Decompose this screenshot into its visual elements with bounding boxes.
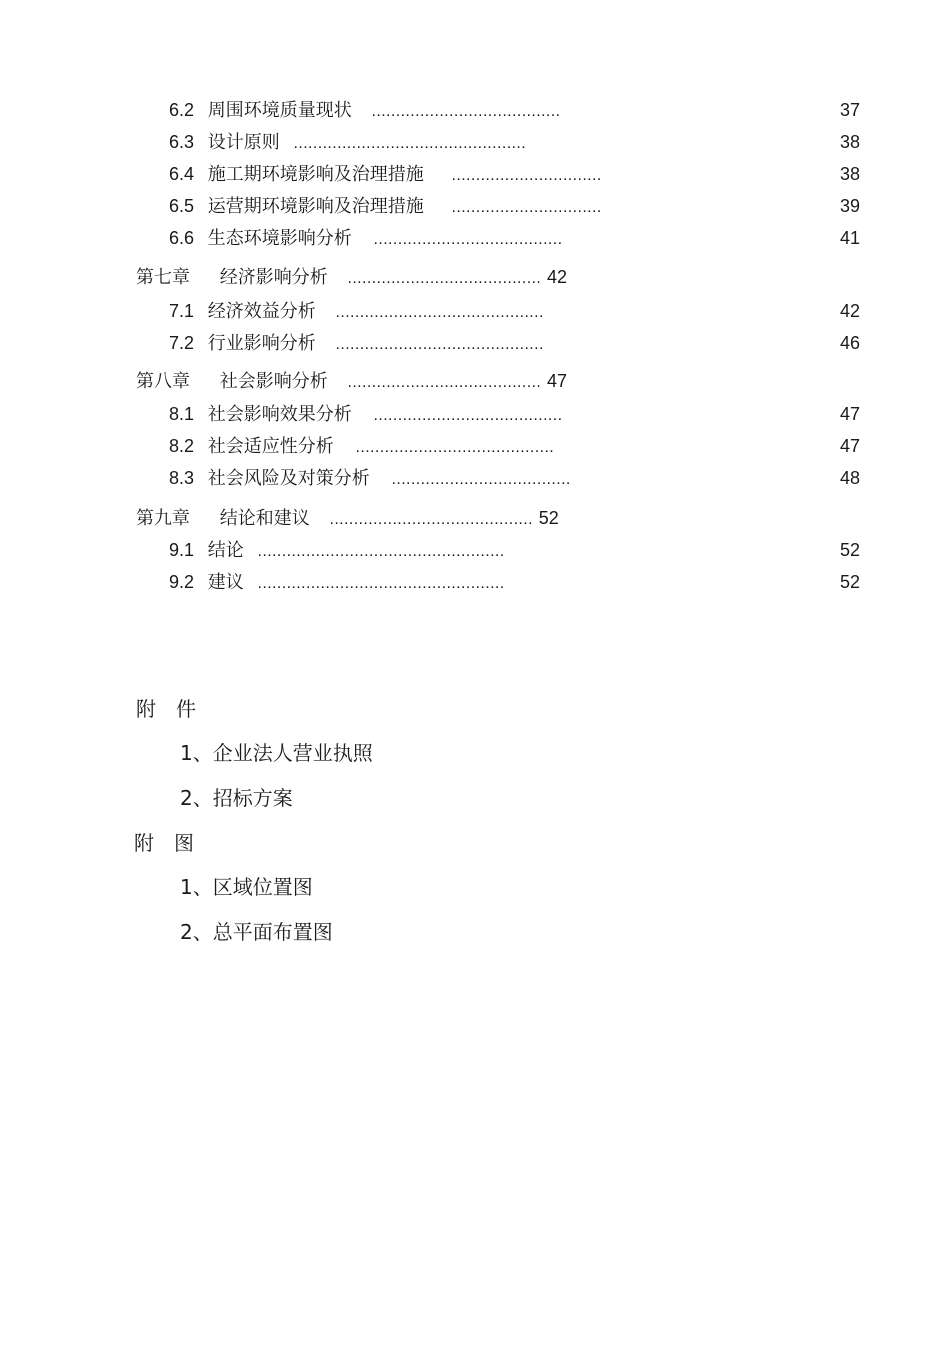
chapter-label: 第九章 [136, 508, 190, 529]
section-title: 结论 [207, 540, 244, 561]
toc-entry [169, 129, 526, 155]
chapter-label: 第七章 [136, 267, 190, 288]
chapter-title: 社会影响分析 [219, 371, 328, 392]
section-title: 运营期环境影响及治理措施 [207, 196, 424, 217]
page-number: 47 [839, 404, 860, 424]
attachment-item: 2、招标方案 [180, 786, 293, 810]
attachment-item: 1、企业法人营业执照 [180, 741, 373, 765]
page-number: 52 [839, 572, 860, 592]
page-number: 42 [839, 301, 860, 321]
section-title: 行业影响分析 [207, 333, 316, 354]
toc-entry [169, 161, 602, 187]
toc-entry [169, 97, 560, 123]
section-title: 社会适应性分析 [207, 436, 334, 457]
leader-dots: ......................................... [355, 439, 555, 456]
chapter-label: 第八章 [136, 371, 190, 392]
page-number: 47 [547, 371, 568, 391]
section-number: 6.6 [169, 228, 195, 248]
toc-entry [169, 298, 544, 324]
figure-item: 1、区域位置图 [180, 875, 313, 899]
leader-dots: ....................................... [373, 231, 563, 248]
section-title: 设计原则 [207, 132, 280, 153]
leader-dots: .......................................... [329, 511, 533, 528]
leader-dots: ....................................... [371, 103, 561, 120]
attachments-heading: 附 件 [136, 697, 196, 721]
toc-entry [169, 537, 505, 563]
toc-entry [169, 330, 544, 356]
page-number: 41 [839, 228, 860, 248]
leader-dots: ............................... [451, 167, 602, 184]
leader-dots: ................................................ [293, 135, 527, 152]
page-number: 46 [839, 333, 860, 353]
section-number: 6.4 [169, 164, 195, 184]
leader-dots: ........................................... [335, 304, 544, 321]
section-title: 建议 [207, 572, 244, 593]
toc-chapter-entry [136, 505, 559, 531]
section-title: 周围环境质量现状 [207, 100, 352, 121]
page-number: 52 [839, 540, 860, 560]
page-number: 48 [839, 468, 860, 488]
section-number: 7.2 [169, 333, 195, 353]
leader-dots: ............................... [451, 199, 602, 216]
leader-dots: ........................................ [347, 374, 542, 391]
section-number: 8.2 [169, 436, 195, 456]
page-number: 38 [839, 132, 860, 152]
toc-entry [169, 569, 505, 595]
page-number: 38 [839, 164, 860, 184]
section-title: 生态环境影响分析 [207, 228, 352, 249]
chapter-title: 经济影响分析 [219, 267, 328, 288]
section-number: 6.2 [169, 100, 195, 120]
section-number: 9.2 [169, 572, 195, 592]
leader-dots: ................................................... [257, 543, 505, 560]
section-number: 8.3 [169, 468, 195, 488]
toc-entry [169, 225, 562, 251]
section-number: 9.1 [169, 540, 195, 560]
section-number: 7.1 [169, 301, 195, 321]
section-title: 社会影响效果分析 [207, 404, 352, 425]
page-number: 37 [839, 100, 860, 120]
toc-chapter-entry [136, 264, 567, 290]
section-number: 6.5 [169, 196, 195, 216]
section-title: 经济效益分析 [207, 301, 316, 322]
toc-entry [169, 193, 602, 219]
chapter-title: 结论和建议 [219, 508, 310, 529]
leader-dots: ................................................... [257, 575, 505, 592]
page-number: 42 [547, 267, 568, 287]
toc-entry [169, 465, 571, 491]
figures-heading: 附 图 [134, 831, 194, 855]
leader-dots: ..................................... [391, 471, 571, 488]
toc-entry [169, 401, 562, 427]
page-number: 52 [538, 508, 559, 528]
figure-item: 2、总平面布置图 [180, 920, 333, 944]
section-number: 8.1 [169, 404, 195, 424]
page-number: 47 [839, 436, 860, 456]
toc-chapter-entry [136, 368, 567, 394]
leader-dots: ........................................... [335, 336, 544, 353]
section-number: 6.3 [169, 132, 195, 152]
leader-dots: ........................................ [347, 270, 542, 287]
page-number: 39 [839, 196, 860, 216]
section-title: 施工期环境影响及治理措施 [207, 164, 424, 185]
section-title: 社会风险及对策分析 [207, 468, 370, 489]
toc-entry [169, 433, 554, 459]
leader-dots: ....................................... [373, 407, 563, 424]
